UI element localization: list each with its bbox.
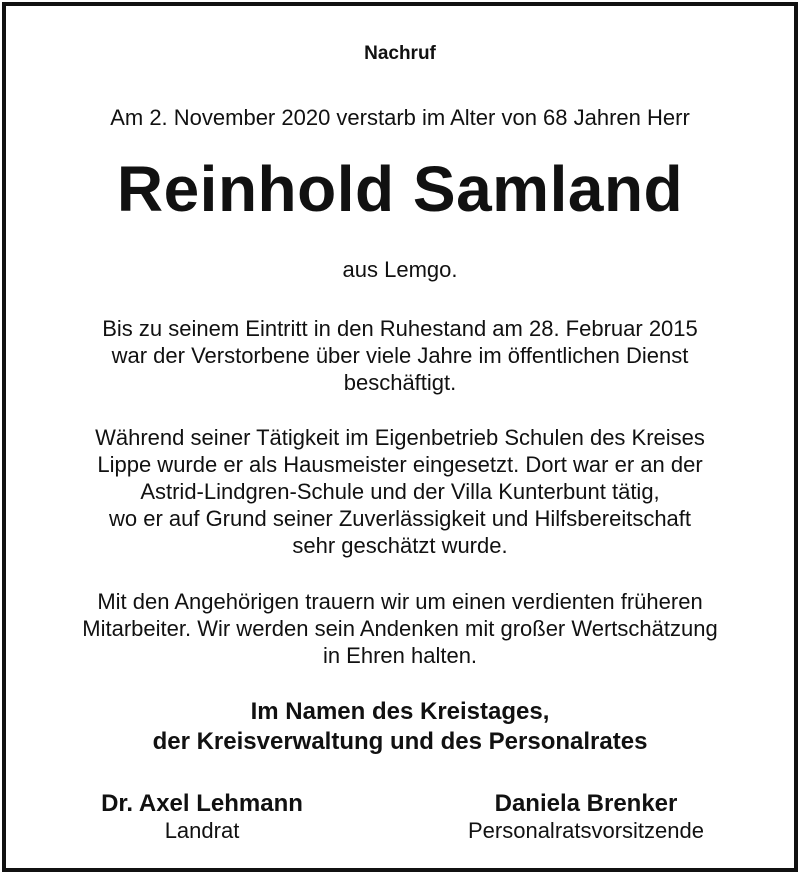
signatory-name: Daniela Brenker [494,790,678,817]
signatory-name: Dr. Axel Lehmann [101,790,303,817]
signatory-title: Landrat [164,818,240,843]
paragraph-line: wo er auf Grund seiner Zuverlässigkeit und Hilfsbereitschaft [108,506,692,531]
on-behalf-line: der Kreisverwaltung und des Personalrates [152,728,648,755]
paragraph-line: Lippe wurde er als Hausmeister eingesetzt. Dort war er an der [97,452,703,477]
intro-text: Am 2. November 2020 verstarb im Alter von 68 Jahren Herr [110,105,690,130]
paragraph-line: Bis zu seinem Eintritt in den Ruhestand am 28. Februar 2015 [102,316,698,341]
notice-heading: Nachruf [364,43,436,64]
signatory-right [426,790,746,844]
signatory-left [42,790,362,844]
paragraph-line: sehr geschätzt wurde. [292,533,508,558]
on-behalf-line: Im Namen des Kreistages, [250,698,550,725]
origin-text: aus Lemgo. [342,257,458,282]
paragraph-line: Während seiner Tätigkeit im Eigenbetrieb Schulen des Kreises [95,425,705,450]
paragraph-line: in Ehren halten. [322,643,478,668]
paragraph-line: beschäftigt. [343,370,457,395]
deceased-name: Reinhold Samland [116,153,684,225]
paragraph-line: Mitarbeiter. Wir werden sein Andenken mit großer Wertschätzung [82,616,718,641]
paragraph-line: Astrid-Lindgren-Schule und der Villa Kunterbunt tätig, [140,479,660,504]
paragraph-line: war der Verstorbene über viele Jahre im öffentlichen Dienst [111,343,689,368]
obituary-notice [2,2,798,872]
signatory-title: Personalratsvorsitzende [467,818,704,843]
paragraph-line: Mit den Angehörigen trauern wir um einen verdienten früheren [97,589,703,614]
